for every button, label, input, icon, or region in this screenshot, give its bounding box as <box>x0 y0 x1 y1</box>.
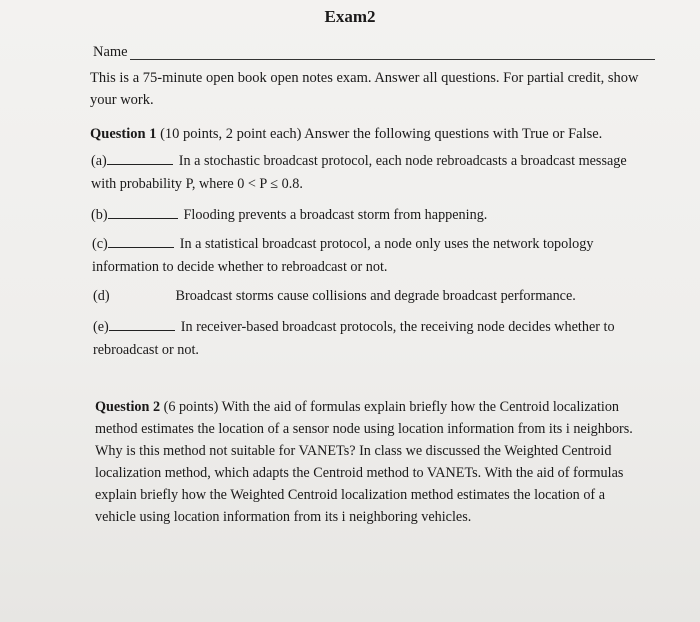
exam-instructions: This is a 75-minute open book open notes exam. Answer all questions. For partial credit, show your work. <box>90 70 639 108</box>
item-text-line1: Flooding prevents a broadcast storm from happening. <box>183 207 488 223</box>
item-label: (c) <box>92 236 108 252</box>
name-label: Name <box>93 44 128 60</box>
question-1-item-d <box>93 285 653 308</box>
question-1-item-c <box>92 233 652 279</box>
question-1-item-e <box>93 316 653 362</box>
exam-title: Exam2 <box>324 7 376 26</box>
question-2-text: (6 points) With the aid of formulas explain briefly how the Centroid localization method estimates the location of a sensor node using location information from its i neighbors. Why is this method not suitable for VANETs? In class we discussed the Weighted Centroid localization method, which adapts the Centroid method to VANETs. With the aid of formulas explain briefly how the Weighted Centroid localization method estimates the location of a vehicle using location information from its i neighboring vehicles. <box>95 399 633 525</box>
answer-blank[interactable] <box>108 205 178 219</box>
item-text-line1: In receiver-based broadcast protocols, the receiving node decides whether to <box>180 319 615 335</box>
item-text-line2: rebroadcast or not. <box>93 342 199 358</box>
name-field-line[interactable] <box>130 59 655 60</box>
question-1-item-b <box>91 204 651 227</box>
item-text-line2: information to decide whether to rebroadcast or not. <box>92 259 388 275</box>
item-text-line1: Broadcast storms cause collisions and degrade broadcast performance. <box>175 288 576 304</box>
name-row <box>93 44 655 61</box>
item-label: (d) <box>93 288 110 304</box>
question-2 <box>95 396 647 528</box>
item-text-line1: In a stochastic broadcast protocol, each node rebroadcasts a broadcast message <box>178 153 627 169</box>
item-label: (a) <box>91 153 107 169</box>
item-text-line1: In a statistical broadcast protocol, a node only uses the network topology <box>179 236 594 252</box>
question-1-points: (10 points, 2 point each) Answer the following questions with True or False. <box>160 126 603 142</box>
item-text-line2: with probability P, where 0 < P ≤ 0.8. <box>91 176 303 192</box>
question-1-item-a <box>91 150 651 196</box>
item-label: (b) <box>91 207 108 223</box>
question-2-heading: Question 2 <box>95 399 161 415</box>
item-label: (e) <box>93 319 109 335</box>
question-1-header <box>90 123 650 145</box>
answer-blank[interactable] <box>110 286 170 300</box>
answer-blank[interactable] <box>108 234 174 248</box>
question-1-heading: Question 1 <box>90 126 157 142</box>
answer-blank[interactable] <box>107 151 173 165</box>
answer-blank[interactable] <box>109 317 175 331</box>
